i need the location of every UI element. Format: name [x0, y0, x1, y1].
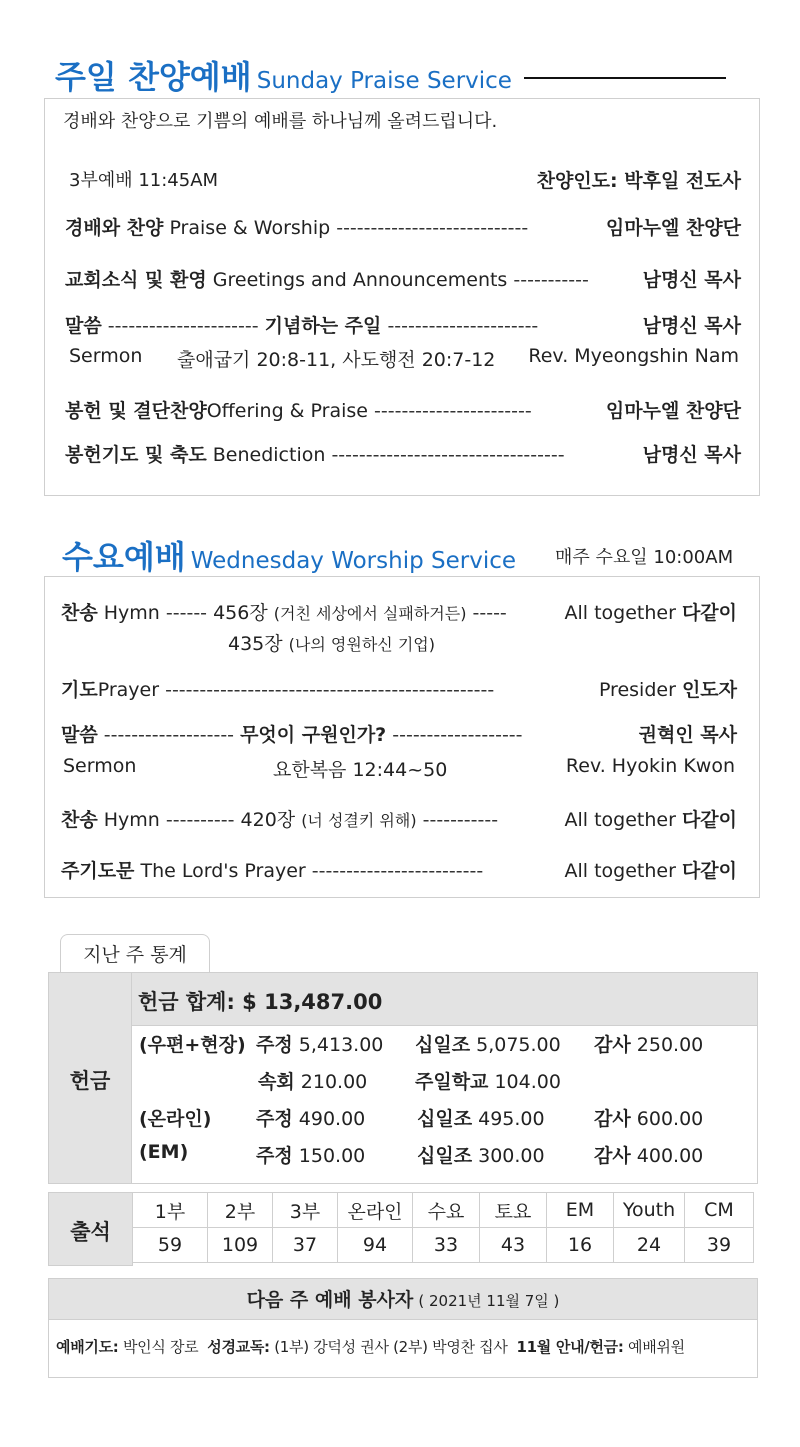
order-item-by: 남명신 목사: [642, 444, 741, 466]
offering-group: [139, 1141, 188, 1163]
hymn-name: (나의 영원하신 기업): [288, 635, 435, 654]
offering-group-label: (EM): [139, 1141, 189, 1163]
attendance-value: 94: [338, 1228, 413, 1263]
order-item-dash: -----------: [513, 269, 589, 291]
offering-entry: [417, 1141, 545, 1168]
hymn-number: 435장: [228, 633, 283, 655]
offering-group: [139, 1104, 211, 1131]
hymn-dash: -----------: [422, 809, 499, 831]
offering-key: 감사: [594, 1108, 631, 1130]
sermon-dash: -------------------: [392, 724, 523, 746]
attendance-value: 16: [547, 1228, 614, 1263]
offering-value: 210.00: [300, 1071, 368, 1093]
servers-reading-label: 성경교독:: [207, 1338, 270, 1356]
sermon-dash: -------------------: [103, 724, 235, 746]
hymn-number: 456장: [213, 602, 268, 624]
offering-entry: [415, 1067, 561, 1094]
hymn-number: 420장: [240, 809, 296, 831]
attendance-value: 109: [208, 1228, 273, 1263]
attendance-header: 3부: [273, 1193, 338, 1228]
sermon-dash: ----------------------: [387, 315, 539, 337]
lords-by-en: All together: [564, 860, 676, 882]
sermon-by: 권혁인 목사: [638, 724, 737, 746]
attendance-value: 43: [480, 1228, 547, 1263]
offering-entry: [256, 1141, 365, 1168]
offering-value: 490.00: [298, 1108, 366, 1130]
offering-key: 주정: [256, 1145, 293, 1167]
order-item-by: 임마누엘 찬양단: [605, 217, 741, 239]
servers-guide-label: 11월 안내/헌금:: [516, 1338, 624, 1356]
offering-entry: [258, 1067, 367, 1094]
servers-prayer: 박인식 장로: [122, 1338, 199, 1356]
attendance-value-row: [133, 1228, 754, 1263]
servers-line: [56, 1336, 685, 1357]
offering-value: 104.00: [494, 1071, 561, 1093]
offering-total: $ 13,487.00: [242, 990, 383, 1014]
attendance-table: [132, 1192, 754, 1263]
offering-key: 십일조: [417, 1145, 473, 1167]
attendance-value: 39: [685, 1228, 754, 1263]
lords-dash: -------------------------: [311, 860, 484, 882]
lords-ko: 주기도문: [61, 860, 135, 882]
order-item-en: Benediction: [212, 444, 326, 466]
offering-value: 5,413.00: [298, 1034, 384, 1056]
offering-key: 십일조: [417, 1108, 473, 1130]
sermon-en: Sermon: [63, 755, 137, 777]
attendance-label: 출석: [70, 1220, 111, 1244]
offering-group-label: (우편+현장): [139, 1034, 246, 1056]
offering-entry: [256, 1030, 383, 1057]
prayer-ko: 기도: [61, 679, 98, 701]
offering-total-label: 헌금 합계:: [138, 990, 235, 1014]
offering-entry: [594, 1104, 703, 1131]
offering-value: 150.00: [298, 1145, 366, 1167]
wednesday-title-en: Wednesday Worship Service: [190, 548, 517, 574]
attendance-header: 2부: [208, 1193, 273, 1228]
prayer-en: Prayer: [97, 679, 160, 701]
offering-value: 495.00: [478, 1108, 545, 1130]
offering-box: [48, 972, 758, 1184]
offering-key: 주정: [256, 1108, 293, 1130]
servers-reading: (1부) 강덕성 권사 (2부) 박영찬 집사: [274, 1338, 508, 1356]
sunday-intro: 경배와 찬양으로 기쁨의 예배를 하나님께 올려드립니다.: [63, 111, 498, 132]
order-item-en: Praise & Worship: [169, 217, 331, 239]
attendance-header-row: [133, 1193, 754, 1228]
sunday-box: [44, 98, 760, 496]
lords-en: The Lord's Prayer: [140, 860, 306, 882]
order-item-en: Greetings and Announcements: [212, 269, 508, 291]
title-rule: [524, 77, 726, 79]
wednesday-box: [44, 576, 760, 898]
hymn-en: Hymn: [103, 809, 160, 831]
sunday-title: [55, 52, 512, 98]
offering-value: 400.00: [636, 1145, 704, 1167]
order-item-by: 임마누엘 찬양단: [605, 400, 741, 422]
attendance-header: CM: [685, 1193, 754, 1228]
offering-value: 250.00: [636, 1034, 704, 1056]
hymn-name: (너 성결키 위해): [301, 811, 417, 830]
sunday-title-en: Sunday Praise Service: [256, 68, 512, 94]
attendance-label-cell: [48, 1192, 133, 1266]
sermon-topic: 무엇이 구원인가?: [240, 724, 387, 746]
service-time: 3부예배 11:45AM: [69, 170, 219, 191]
servers-header: [49, 1279, 757, 1320]
attendance-header: 수요: [413, 1193, 480, 1228]
prayer-by: 인도자: [681, 679, 737, 701]
offering-label-cell: [49, 973, 132, 1183]
sermon-by-en: Rev. Hyokin Kwon: [565, 755, 735, 777]
sermon-by-en: Rev. Myeongshin Nam: [528, 345, 739, 367]
wednesday-title-ko: 수요예배: [62, 538, 186, 576]
sermon-by: 남명신 목사: [642, 315, 741, 337]
lords-by: 다같이: [681, 860, 737, 882]
order-item-dash: -----------------------: [374, 400, 532, 422]
sermon-ko: 말씀: [65, 315, 102, 337]
order-item-ko: 봉헌 및 결단찬양: [65, 400, 207, 422]
hymn-ko: 찬송: [61, 809, 98, 831]
attendance-value: 59: [133, 1228, 208, 1263]
sunday-title-ko: 주일 찬양예배: [55, 58, 252, 96]
hymn-by: 다같이: [681, 602, 737, 624]
hymn-ko: 찬송: [61, 602, 98, 624]
hymn-by: 다같이: [681, 809, 737, 831]
offering-group-label: (온라인): [139, 1108, 212, 1130]
attendance-header: 토요: [480, 1193, 547, 1228]
offering-group: [139, 1030, 246, 1057]
prayer-dash: ------------------------------------------------: [165, 679, 495, 701]
offering-entry: [594, 1141, 703, 1168]
offering-key: 감사: [594, 1145, 631, 1167]
order-item-en: Offering & Praise: [206, 400, 368, 422]
offering-key: 속회: [258, 1071, 295, 1093]
attendance-header: EM: [547, 1193, 614, 1228]
order-item-ko: 교회소식 및 환영: [65, 269, 207, 291]
wednesday-title: [62, 532, 516, 578]
attendance-value: 24: [614, 1228, 685, 1263]
hymn-dash: ------: [165, 602, 208, 624]
sermon-dash: ----------------------: [107, 315, 259, 337]
order-item-ko: 봉헌기도 및 축도: [65, 444, 207, 466]
offering-total-cell: [132, 973, 757, 1026]
attendance-value: 33: [413, 1228, 480, 1263]
attendance-header: 1부: [133, 1193, 208, 1228]
hymn-en: Hymn: [103, 602, 160, 624]
attendance-header: 온라인: [338, 1193, 413, 1228]
offering-key: 감사: [594, 1034, 631, 1056]
offering-value: 600.00: [636, 1108, 704, 1130]
sermon-topic: 기념하는 주일: [264, 315, 382, 337]
servers-prayer-label: 예배기도:: [56, 1338, 119, 1356]
wednesday-schedule: 매주 수요일 10:00AM: [555, 547, 734, 568]
offering-key: 십일조: [415, 1034, 471, 1056]
order-item-by: 남명신 목사: [642, 269, 741, 291]
servers-box: [48, 1278, 758, 1378]
servers-title: 다음 주 예배 봉사자: [246, 1289, 414, 1311]
hymn-by-en: All together: [564, 809, 676, 831]
hymn-by-en: All together: [564, 602, 676, 624]
offering-key: 주정: [256, 1034, 293, 1056]
prayer-by-en: Presider: [598, 679, 676, 701]
sermon-scripture: 출애굽기 20:8-11, 사도행전 20:7-12: [177, 349, 496, 371]
offering-key: 주일학교: [415, 1071, 489, 1093]
hymn-name: (거친 세상에서 실패하거든): [273, 604, 467, 623]
servers-date: ( 2021년 11월 7일 ): [418, 1292, 560, 1310]
sermon-en: Sermon: [69, 345, 143, 367]
attendance-value: 37: [273, 1228, 338, 1263]
offering-value: 300.00: [478, 1145, 545, 1167]
offering-entry: [594, 1030, 703, 1057]
hymn-dash: -----: [472, 602, 507, 624]
order-item-dash: ----------------------------------: [331, 444, 565, 466]
offering-entry: [256, 1104, 365, 1131]
order-item-ko: 경배와 찬양: [65, 217, 164, 239]
offering-value: 5,075.00: [476, 1034, 561, 1056]
attendance-header: Youth: [614, 1193, 685, 1228]
hymn-dash: ----------: [165, 809, 235, 831]
offering-entry: [415, 1030, 561, 1057]
sermon-scripture: 요한복음 12:44~50: [273, 759, 448, 781]
stats-tab: 지난 주 통계: [60, 934, 210, 973]
offering-entry: [417, 1104, 545, 1131]
offering-label: 헌금: [69, 1069, 111, 1093]
sermon-ko: 말씀: [61, 724, 98, 746]
servers-guide: 예배위원: [628, 1338, 685, 1356]
worship-leader: 찬양인도: 박후일 전도사: [536, 170, 741, 192]
order-item-dash: ----------------------------: [336, 217, 529, 239]
